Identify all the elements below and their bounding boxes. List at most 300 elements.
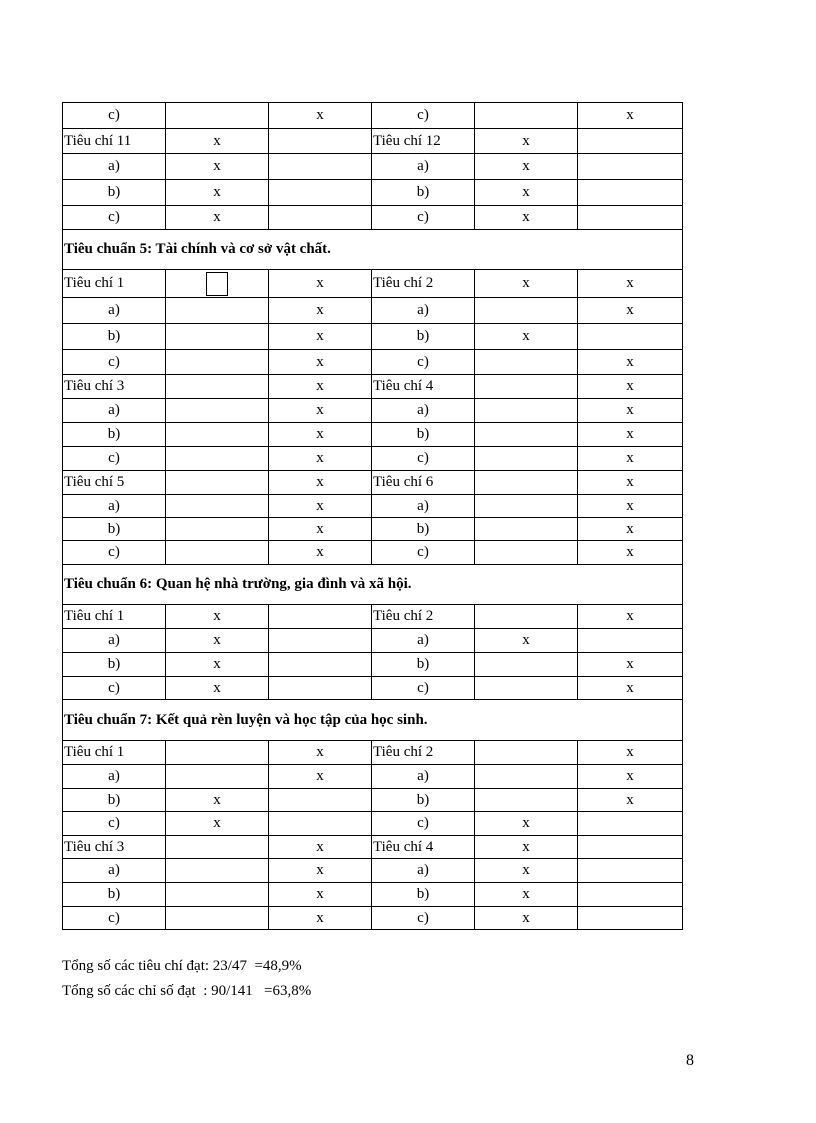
mark-cell xyxy=(166,836,269,859)
criterion-label-cell xyxy=(63,495,166,518)
mark-cell xyxy=(269,324,372,350)
mark-x: x xyxy=(316,275,324,291)
mark-cell xyxy=(475,859,578,883)
criterion-label-cell xyxy=(372,447,475,471)
criterion-label: c) xyxy=(417,450,429,466)
criterion-label: Tiêu chí 2 xyxy=(373,744,434,760)
criterion-label-cell xyxy=(372,629,475,653)
criterion-label: Tiêu chí 1 xyxy=(64,275,125,291)
mark-x: x xyxy=(316,107,324,123)
criterion-label: b) xyxy=(107,656,121,672)
mark-cell xyxy=(269,605,372,629)
criterion-label-cell xyxy=(63,541,166,565)
mark-cell xyxy=(475,423,578,447)
mark-x: x xyxy=(626,679,634,696)
mark-cell xyxy=(578,180,683,206)
mark-x: x xyxy=(316,402,324,418)
table-row xyxy=(63,270,683,298)
mark-cell xyxy=(269,375,372,399)
mark-cell xyxy=(475,541,578,565)
mark-cell xyxy=(166,103,269,129)
section-row xyxy=(63,565,683,605)
mark-x: x xyxy=(522,158,530,174)
mark-x: x xyxy=(213,656,221,672)
mark-cell xyxy=(166,206,269,230)
criterion-label-cell xyxy=(63,653,166,677)
mark-cell xyxy=(166,907,269,930)
evaluation-table xyxy=(62,102,683,930)
page-number: 8 xyxy=(686,1052,694,1069)
mark-cell xyxy=(269,907,372,930)
mark-x: x xyxy=(626,474,634,490)
mark-x: x xyxy=(213,158,221,174)
criterion-label-cell xyxy=(372,180,475,206)
mark-cell xyxy=(166,324,269,350)
mark-x: x xyxy=(316,886,324,902)
mark-cell xyxy=(269,270,372,298)
table-row xyxy=(63,399,683,423)
criterion-label: c) xyxy=(417,107,429,123)
criterion-label: b) xyxy=(107,791,121,808)
criterion-label: b) xyxy=(107,520,121,537)
mark-cell xyxy=(269,629,372,653)
table-row xyxy=(63,741,683,765)
mark-cell xyxy=(166,471,269,495)
mark-cell xyxy=(578,907,683,930)
mark-cell xyxy=(269,399,372,423)
criterion-label-cell xyxy=(372,154,475,180)
mark-cell xyxy=(578,518,683,541)
mark-cell xyxy=(475,399,578,423)
mark-x: x xyxy=(522,209,530,225)
criterion-label-cell xyxy=(63,471,166,495)
criterion-label-cell xyxy=(372,812,475,836)
table-row xyxy=(63,541,683,565)
section-title: Tiêu chuẩn 7: Kết quả rèn luyện và học tập của học sinh. xyxy=(63,700,683,741)
criterion-label-cell xyxy=(63,103,166,129)
mark-x: x xyxy=(316,302,324,318)
criterion-label: Tiêu chí 5 xyxy=(64,474,125,490)
table-row xyxy=(63,883,683,907)
criterion-label-cell xyxy=(63,298,166,324)
criterion-label-cell xyxy=(372,399,475,423)
mark-cell xyxy=(166,180,269,206)
mark-cell xyxy=(475,765,578,789)
table-row xyxy=(63,447,683,471)
criterion-label-cell xyxy=(63,324,166,350)
table-row xyxy=(63,324,683,350)
mark-cell xyxy=(475,298,578,324)
mark-cell xyxy=(166,495,269,518)
criterion-label: c) xyxy=(417,544,429,560)
criterion-label-cell xyxy=(63,605,166,629)
criterion-label: a) xyxy=(417,862,429,878)
mark-x: x xyxy=(626,450,634,466)
criterion-label: Tiêu chí 2 xyxy=(373,608,434,624)
mark-cell xyxy=(475,270,578,298)
mark-cell xyxy=(475,495,578,518)
mark-cell xyxy=(578,541,683,565)
mark-cell xyxy=(269,789,372,812)
mark-x: x xyxy=(213,608,221,624)
mark-x: x xyxy=(626,302,634,318)
table-row xyxy=(63,154,683,180)
criterion-label: a) xyxy=(417,402,429,418)
mark-cell xyxy=(269,518,372,541)
criterion-label: b) xyxy=(416,886,430,902)
criterion-label: b) xyxy=(107,886,121,902)
criterion-label-cell xyxy=(63,180,166,206)
mark-x: x xyxy=(626,107,634,123)
criterion-label-cell xyxy=(63,518,166,541)
criterion-label: a) xyxy=(417,497,429,514)
table-row xyxy=(63,629,683,653)
criterion-label-cell xyxy=(372,789,475,812)
criterion-label: b) xyxy=(107,184,121,200)
criterion-label-cell xyxy=(372,375,475,399)
mark-x: x xyxy=(626,520,634,537)
mark-cell xyxy=(578,447,683,471)
criterion-label: b) xyxy=(416,520,430,537)
criterion-label-cell xyxy=(63,812,166,836)
mark-x: x xyxy=(522,632,530,648)
mark-x: x xyxy=(522,275,530,291)
section-title: Tiêu chuẩn 5: Tài chính và cơ sở vật chất. xyxy=(63,230,683,270)
mark-cell xyxy=(578,154,683,180)
mark-x: x xyxy=(316,768,324,784)
criterion-label-cell xyxy=(372,495,475,518)
table-row xyxy=(63,789,683,812)
criterion-label: Tiêu chí 1 xyxy=(64,744,125,760)
table-row xyxy=(63,129,683,154)
criterion-label: c) xyxy=(108,679,120,696)
mark-cell xyxy=(475,447,578,471)
table-row xyxy=(63,677,683,700)
criterion-label: b) xyxy=(107,426,121,442)
mark-cell xyxy=(578,270,683,298)
table-row xyxy=(63,103,683,129)
mark-cell xyxy=(166,541,269,565)
mark-cell xyxy=(475,812,578,836)
criterion-label: c) xyxy=(108,815,120,831)
criterion-label-cell xyxy=(63,423,166,447)
table-row xyxy=(63,180,683,206)
mark-x: x xyxy=(626,791,634,808)
criterion-label: a) xyxy=(108,302,120,318)
mark-cell xyxy=(269,154,372,180)
mark-x: x xyxy=(626,744,634,760)
criterion-label: c) xyxy=(417,679,429,696)
criterion-label: c) xyxy=(417,815,429,831)
criterion-label-cell xyxy=(63,154,166,180)
table-row xyxy=(63,907,683,930)
mark-cell xyxy=(475,629,578,653)
mark-cell xyxy=(166,765,269,789)
mark-cell xyxy=(166,154,269,180)
criterion-label: b) xyxy=(107,328,121,344)
criterion-label-cell xyxy=(372,423,475,447)
criterion-label-cell xyxy=(63,447,166,471)
mark-cell xyxy=(475,883,578,907)
criterion-label: c) xyxy=(108,450,120,466)
mark-cell xyxy=(166,653,269,677)
criterion-label-cell xyxy=(372,653,475,677)
mark-cell xyxy=(269,423,372,447)
criterion-label-cell xyxy=(372,907,475,930)
table-row xyxy=(63,605,683,629)
mark-cell xyxy=(475,653,578,677)
mark-cell xyxy=(475,789,578,812)
criterion-label: a) xyxy=(108,497,120,514)
section-row xyxy=(63,700,683,741)
section-row xyxy=(63,230,683,270)
criterion-label: Tiêu chí 12 xyxy=(373,132,441,149)
criterion-label: a) xyxy=(108,862,120,878)
mark-cell xyxy=(578,129,683,154)
criterion-label-cell xyxy=(372,350,475,375)
mark-x: x xyxy=(316,544,324,560)
mark-cell xyxy=(269,103,372,129)
mark-cell xyxy=(269,741,372,765)
mark-x: x xyxy=(626,768,634,784)
mark-cell xyxy=(166,518,269,541)
mark-cell xyxy=(475,605,578,629)
mark-cell xyxy=(578,789,683,812)
criterion-label-cell xyxy=(372,518,475,541)
mark-cell xyxy=(578,423,683,447)
criterion-label: Tiêu chí 4 xyxy=(373,378,434,394)
mark-cell xyxy=(475,375,578,399)
mark-x: x xyxy=(522,184,530,200)
mark-cell xyxy=(475,350,578,375)
mark-cell xyxy=(578,375,683,399)
table-row xyxy=(63,298,683,324)
criterion-label: a) xyxy=(108,768,120,784)
mark-x: x xyxy=(626,426,634,442)
criterion-label: Tiêu chí 1 xyxy=(64,608,125,624)
mark-cell xyxy=(475,836,578,859)
criterion-label-cell xyxy=(63,765,166,789)
mark-x: x xyxy=(213,209,221,225)
mark-x: x xyxy=(626,497,634,514)
mark-x: x xyxy=(316,474,324,490)
mark-x: x xyxy=(213,632,221,648)
criterion-label-cell xyxy=(372,765,475,789)
criterion-label: c) xyxy=(417,209,429,225)
mark-cell xyxy=(578,324,683,350)
mark-cell xyxy=(166,270,269,298)
mark-cell xyxy=(166,399,269,423)
table-row xyxy=(63,859,683,883)
mark-cell xyxy=(475,741,578,765)
mark-cell xyxy=(166,423,269,447)
mark-x: x xyxy=(316,450,324,466)
mark-cell xyxy=(578,677,683,700)
criterion-label: Tiêu chí 11 xyxy=(64,132,132,149)
mark-x: x xyxy=(522,328,530,344)
criterion-label-cell xyxy=(372,677,475,700)
mark-cell xyxy=(475,518,578,541)
criterion-label: c) xyxy=(108,353,120,370)
mark-cell xyxy=(166,859,269,883)
empty-checkbox xyxy=(206,272,228,296)
mark-cell xyxy=(166,350,269,375)
criterion-label: c) xyxy=(108,909,120,926)
mark-cell xyxy=(269,812,372,836)
criterion-label-cell xyxy=(63,859,166,883)
criterion-label-cell xyxy=(63,206,166,230)
mark-cell xyxy=(269,350,372,375)
mark-cell xyxy=(166,447,269,471)
mark-cell xyxy=(166,629,269,653)
mark-cell xyxy=(578,883,683,907)
table-row xyxy=(63,812,683,836)
table-row xyxy=(63,471,683,495)
criterion-label-cell xyxy=(63,741,166,765)
mark-cell xyxy=(269,653,372,677)
table-row xyxy=(63,653,683,677)
criterion-label: c) xyxy=(417,353,429,370)
mark-cell xyxy=(578,605,683,629)
section-title: Tiêu chuẩn 6: Quan hệ nhà trường, gia đình và xã hội. xyxy=(63,565,683,605)
mark-cell xyxy=(578,741,683,765)
mark-cell xyxy=(269,129,372,154)
mark-x: x xyxy=(522,815,530,831)
mark-x: x xyxy=(316,862,324,878)
mark-x: x xyxy=(316,497,324,514)
mark-x: x xyxy=(316,328,324,344)
criterion-label: Tiêu chí 3 xyxy=(64,838,125,855)
mark-cell xyxy=(269,447,372,471)
table-row xyxy=(63,765,683,789)
criterion-label-cell xyxy=(372,129,475,154)
mark-cell xyxy=(578,350,683,375)
mark-x: x xyxy=(316,353,324,370)
table-row xyxy=(63,206,683,230)
mark-cell xyxy=(269,180,372,206)
mark-cell xyxy=(578,399,683,423)
criterion-label: c) xyxy=(108,544,120,560)
mark-x: x xyxy=(213,815,221,831)
criterion-label: b) xyxy=(416,426,430,442)
mark-cell xyxy=(269,495,372,518)
criterion-label-cell xyxy=(372,270,475,298)
mark-cell xyxy=(578,812,683,836)
criterion-label-cell xyxy=(63,883,166,907)
mark-x: x xyxy=(626,656,634,672)
criterion-label-cell xyxy=(63,350,166,375)
mark-cell xyxy=(475,324,578,350)
mark-cell xyxy=(269,541,372,565)
criterion-label-cell xyxy=(372,605,475,629)
mark-x: x xyxy=(626,378,634,394)
mark-cell xyxy=(475,471,578,495)
criterion-label-cell xyxy=(63,677,166,700)
mark-cell xyxy=(578,765,683,789)
mark-x: x xyxy=(522,838,530,855)
mark-x: x xyxy=(316,838,324,855)
criterion-label: a) xyxy=(417,158,429,174)
criterion-label: b) xyxy=(416,184,430,200)
table-row xyxy=(63,423,683,447)
mark-cell xyxy=(475,129,578,154)
criterion-label: a) xyxy=(108,632,120,648)
mark-x: x xyxy=(316,909,324,926)
mark-cell xyxy=(166,812,269,836)
criterion-label-cell xyxy=(372,298,475,324)
table-row xyxy=(63,375,683,399)
criterion-label: Tiêu chí 4 xyxy=(373,838,434,855)
mark-x: x xyxy=(626,275,634,291)
mark-cell xyxy=(269,298,372,324)
mark-cell xyxy=(578,629,683,653)
criterion-label-cell xyxy=(63,270,166,298)
mark-cell xyxy=(166,789,269,812)
mark-cell xyxy=(578,495,683,518)
table-row xyxy=(63,495,683,518)
mark-cell xyxy=(166,375,269,399)
criterion-label: b) xyxy=(416,328,430,344)
mark-x: x xyxy=(626,608,634,624)
criterion-label-cell xyxy=(63,629,166,653)
mark-cell xyxy=(166,129,269,154)
mark-x: x xyxy=(522,132,530,149)
indicators-summary: Tổng số các chỉ số đạt : 90/141 =63,8% xyxy=(62,983,312,999)
criterion-label: Tiêu chí 6 xyxy=(373,474,434,490)
mark-cell xyxy=(475,103,578,129)
mark-cell xyxy=(475,180,578,206)
mark-cell xyxy=(166,883,269,907)
criterion-label-cell xyxy=(63,789,166,812)
mark-cell xyxy=(578,653,683,677)
mark-cell xyxy=(269,765,372,789)
criterion-label-cell xyxy=(63,907,166,930)
table-row xyxy=(63,836,683,859)
criterion-label-cell xyxy=(372,471,475,495)
criterion-label: Tiêu chí 3 xyxy=(64,378,125,394)
mark-cell xyxy=(269,677,372,700)
mark-x: x xyxy=(522,862,530,878)
mark-cell xyxy=(269,859,372,883)
mark-x: x xyxy=(316,520,324,537)
criterion-label-cell xyxy=(63,836,166,859)
mark-cell xyxy=(578,471,683,495)
criterion-label: c) xyxy=(417,909,429,926)
mark-cell xyxy=(475,907,578,930)
mark-x: x xyxy=(213,184,221,200)
mark-cell xyxy=(578,859,683,883)
criterion-label: a) xyxy=(417,302,429,318)
criterion-label-cell xyxy=(63,399,166,423)
mark-x: x xyxy=(522,909,530,926)
criterion-label-cell xyxy=(63,129,166,154)
mark-cell xyxy=(269,836,372,859)
criterion-label: Tiêu chí 2 xyxy=(373,275,434,291)
mark-cell xyxy=(578,206,683,230)
mark-x: x xyxy=(213,132,221,149)
mark-cell xyxy=(578,298,683,324)
mark-cell xyxy=(166,677,269,700)
mark-cell xyxy=(269,206,372,230)
criterion-label-cell xyxy=(372,836,475,859)
criterion-label-cell xyxy=(372,541,475,565)
mark-x: x xyxy=(213,791,221,808)
mark-cell xyxy=(475,677,578,700)
criterion-label: a) xyxy=(417,632,429,648)
criterion-label-cell xyxy=(372,741,475,765)
mark-x: x xyxy=(316,426,324,442)
mark-cell xyxy=(578,103,683,129)
